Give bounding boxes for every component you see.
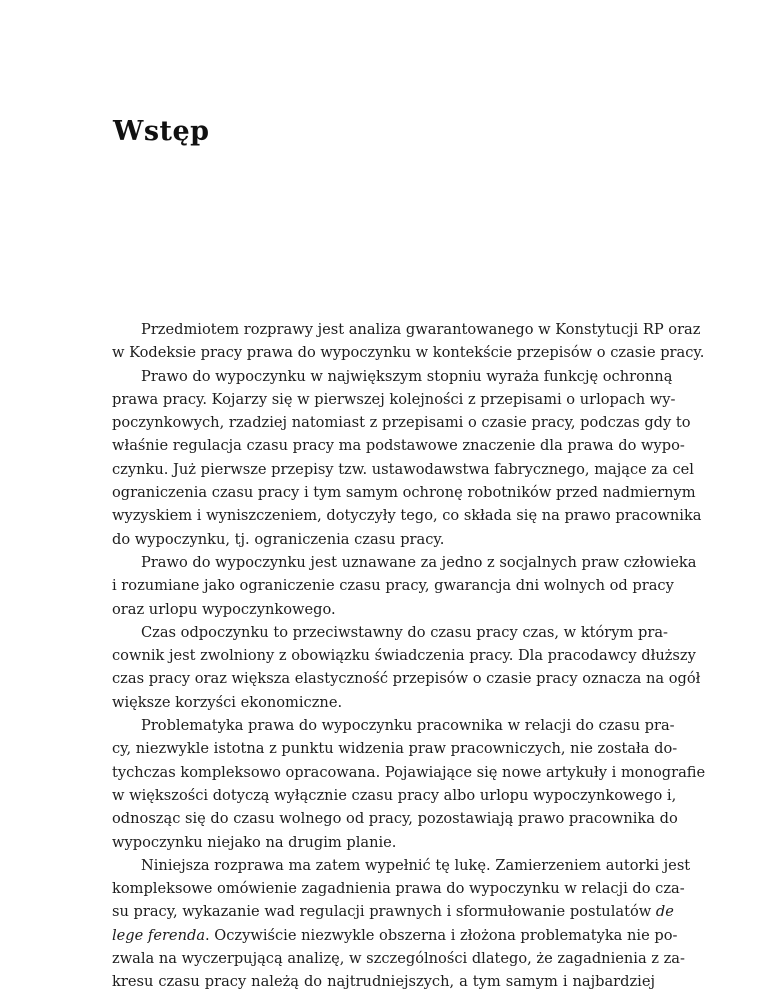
text-line: kresu czasu pracy należą do najtrudniejszych, a tym samym i najbardziej — [112, 973, 655, 991]
text-line: Prawo do wypoczynku jest uznawane za jedno z socjalnych praw człowieka — [141, 553, 697, 571]
text-line: Niniejsza rozprawa ma zatem wypełnić tę lukę. Zamierzeniem autorki jest — [141, 856, 691, 874]
italic-phrase: de — [655, 903, 674, 921]
text-line: wypoczynku niejako na drugim planie. — [112, 833, 397, 851]
text-line: kompleksowe omówienie zagadnienia prawa do wypoczynku w relacji do cza- — [112, 880, 685, 898]
paragraph-5 — [112, 854, 691, 994]
text-line: cy, niezwykle istotna z punktu widzenia praw pracowniczych, nie została do- — [112, 740, 678, 758]
text-line: zwala na wyczerpującą analizę, w szczególności dlatego, że zagadnienia z za- — [112, 950, 685, 968]
paragraph-3 — [112, 621, 701, 714]
text-line: cownik jest zwolniony z obowiązku świadczenia pracy. Dla pracodawcy dłuższy — [112, 647, 696, 665]
text-line: Problematyka prawa do wypoczynku pracownika w relacji do czasu pra- — [141, 717, 675, 735]
paragraph-0 — [112, 318, 705, 365]
text-line: czas pracy oraz większa elastyczność przepisów o czasie pracy oznacza na ogół — [112, 670, 701, 688]
text-line: lege ferenda. Oczywiście niezwykle obszerna i złożona problematyka nie po- — [112, 926, 678, 944]
body-text — [112, 318, 706, 994]
text-line: su pracy, wykazanie wad regulacji prawnych i sformułowanie postulatów de — [112, 903, 674, 921]
text-line: do wypoczynku, tj. ograniczenia czasu pracy. — [112, 530, 445, 548]
text-line: prawa pracy. Kojarzy się w pierwszej kolejności z przepisami o urlopach wy- — [112, 390, 676, 408]
paragraph-2 — [112, 551, 697, 621]
chapter-title: Wstęp — [113, 116, 210, 147]
text-line: i rozumiane jako ograniczenie czasu pracy, gwarancja dni wolnych od pracy — [112, 577, 674, 595]
paragraph-4 — [112, 714, 706, 854]
text-line: poczynkowych, rzadziej natomiast z przepisami o czasie pracy, podczas gdy to — [112, 414, 691, 432]
text-line: Prawo do wypoczynku w największym stopniu wyraża funkcję ochronną — [141, 367, 673, 385]
text-line: wyzyskiem i wyniszczeniem, dotyczyły tego, co składa się na prawo pracownika — [112, 507, 702, 525]
text-line: odnosząc się do czasu wolnego od pracy, pozostawiają prawo pracownika do — [112, 810, 678, 828]
text-line: oraz urlopu wypoczynkowego. — [112, 600, 336, 618]
text-line: w Kodeksie pracy prawa do wypoczynku w kontekście przepisów o czasie pracy. — [112, 344, 705, 362]
text-line: Czas odpoczynku to przeciwstawny do czasu pracy czas, w którym pra- — [141, 623, 668, 641]
text-line: Przedmiotem rozprawy jest analiza gwarantowanego w Konstytucji RP oraz — [141, 321, 701, 338]
italic-phrase: lege ferenda — [112, 926, 206, 944]
text-line: ograniczenia czasu pracy i tym samym ochronę robotników przed nadmiernym — [112, 484, 696, 502]
text-line: w większości dotyczą wyłącznie czasu pracy albo urlopu wypoczynkowego i, — [112, 786, 677, 804]
text-line: czynku. Już pierwsze przepisy tzw. ustawodawstwa fabrycznego, mające za cel — [112, 460, 694, 478]
text-line: tychczas kompleksowo opracowana. Pojawiające się nowe artykuły i monografie — [112, 763, 706, 781]
paragraph-1 — [112, 365, 702, 551]
text-line: większe korzyści ekonomiczne. — [112, 693, 343, 711]
text-line: właśnie regulacja czasu pracy ma podstawowe znaczenie dla prawa do wypo- — [112, 437, 685, 455]
